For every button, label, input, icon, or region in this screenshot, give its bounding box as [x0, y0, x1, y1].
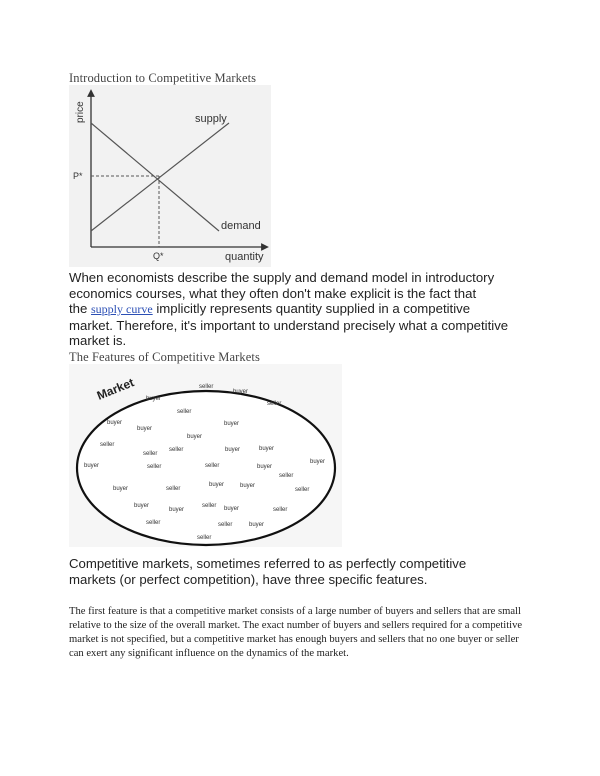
- seller-label: seller: [143, 451, 158, 457]
- market-diagram: [69, 364, 342, 547]
- buyer-label: buyer: [169, 507, 185, 513]
- buyer-label: buyer: [225, 447, 241, 453]
- seller-label: seller: [273, 507, 288, 513]
- seller-label: seller: [295, 487, 310, 493]
- text-line: When economists describe the supply and demand model in introductory: [69, 270, 495, 285]
- buyer-label: buyer: [146, 396, 162, 402]
- supply-line: [91, 123, 229, 231]
- text-line: economics courses, what they often don't make explicit is the fact that: [69, 285, 477, 301]
- text-line: [69, 301, 539, 318]
- text-line: market. Therefore, it's important to understand precisely what a competitive: [69, 317, 509, 333]
- buyer-label: buyer: [107, 420, 123, 426]
- seller-label: seller: [218, 522, 233, 528]
- demand-line: [91, 123, 219, 231]
- buyer-label: buyer: [224, 421, 240, 427]
- buyer-label: buyer: [134, 503, 150, 509]
- buyer-label: buyer: [84, 463, 100, 469]
- text-line: markets (or perfect competition), have three specific features.: [69, 571, 428, 587]
- supply-demand-graph: [69, 85, 271, 267]
- text-fragment: implicitly represents quantity supplied in a competitive: [156, 301, 471, 316]
- seller-label: seller: [169, 447, 184, 453]
- seller-label: seller: [197, 535, 212, 541]
- seller-label: seller: [177, 409, 192, 415]
- text-fragment: the: [69, 301, 88, 316]
- buyer-label: buyer: [257, 464, 273, 470]
- seller-label: seller: [202, 503, 217, 509]
- supply-label: supply: [195, 113, 227, 125]
- quantity-marker: Q*: [153, 251, 164, 261]
- buyer-label: buyer: [209, 482, 225, 488]
- buyer-label: buyer: [233, 389, 249, 395]
- buyer-label: buyer: [310, 459, 326, 465]
- text-line: Competitive markets, sometimes referred to as perfectly competitive: [69, 556, 467, 571]
- buyer-label: buyer: [240, 483, 256, 489]
- seller-label: seller: [166, 486, 181, 492]
- section-heading-intro: Introduction to Competitive Markets: [69, 71, 257, 85]
- seller-label: seller: [267, 401, 282, 407]
- demand-label: demand: [221, 220, 261, 232]
- buyer-label: buyer: [249, 522, 265, 528]
- seller-label: seller: [199, 384, 214, 390]
- section-heading-features: The Features of Competitive Markets: [69, 350, 260, 364]
- price-marker: P*: [73, 171, 83, 181]
- buyer-label: buyer: [224, 506, 240, 512]
- buyer-label: buyer: [259, 446, 275, 452]
- text-line: market is.: [69, 333, 127, 348]
- market-title: Market: [94, 375, 136, 403]
- intro-paragraph: [69, 270, 539, 349]
- buyer-label: buyer: [113, 486, 129, 492]
- seller-label: seller: [147, 464, 162, 470]
- y-axis-label: price: [75, 101, 86, 123]
- features-intro-paragraph: [69, 556, 539, 587]
- market-figure: [69, 364, 342, 547]
- supply-curve-link[interactable]: supply curve: [91, 302, 153, 316]
- seller-label: seller: [100, 442, 115, 448]
- x-axis-label: quantity: [225, 251, 264, 263]
- seller-label: seller: [205, 463, 220, 469]
- buyer-label: buyer: [187, 434, 203, 440]
- first-feature-paragraph: The first feature is that a competitive market consists of a large number of buyers and sellers that are small relative to the size of the overall market. The exact number of buyers and sellers required for a competitive market is not specified, but a competitive market has enough buyers and sellers that no one buyer or seller can exert any significant influence on the dynamics of the market.: [69, 606, 523, 659]
- seller-label: seller: [279, 473, 294, 479]
- seller-label: seller: [146, 520, 161, 526]
- buyer-label: buyer: [137, 426, 153, 432]
- supply-demand-figure: [69, 85, 271, 267]
